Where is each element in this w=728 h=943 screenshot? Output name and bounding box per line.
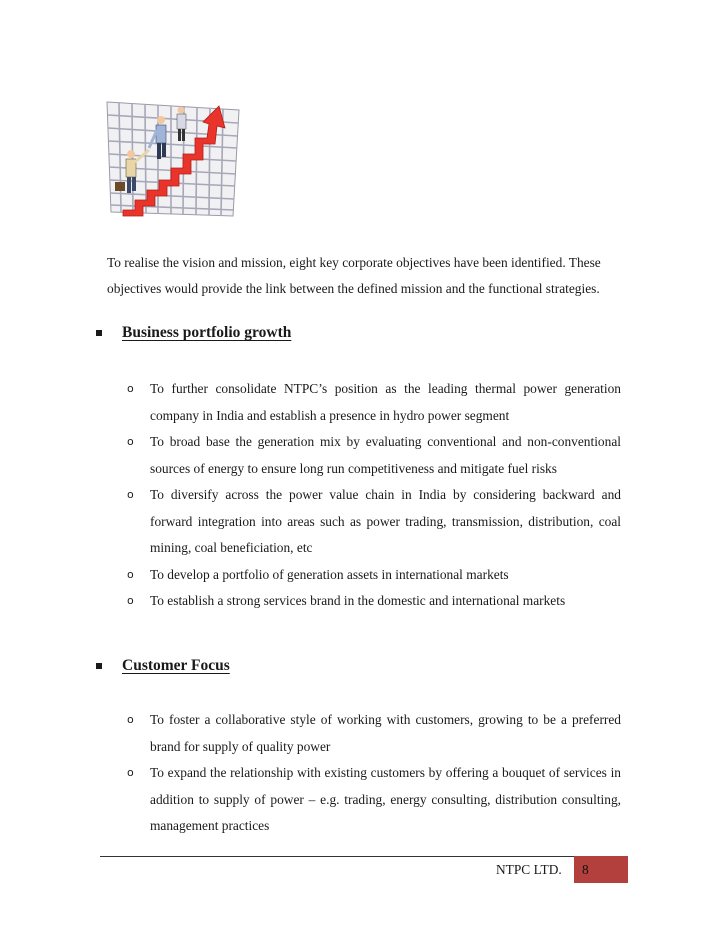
circle-bullet-icon: o <box>127 488 134 501</box>
list-item-text: To diversify across the power value chain in India by considering backward and forward integration into areas such as power trading, transmission, distribution, coal mining, coal beneficiation, etc <box>150 487 621 555</box>
square-bullet-icon <box>96 663 102 669</box>
list-item-text: To develop a portfolio of generation assets in international markets <box>150 566 509 582</box>
list-item-text: To foster a collaborative style of working with customers, growing to be a preferred brand for supply of quality power <box>150 712 621 754</box>
footer-company-name: NTPC LTD. <box>496 862 562 877</box>
list-item <box>127 429 621 482</box>
list-item-text: To further consolidate NTPC’s position as the leading thermal power generation company in India and establish a presence in hydro power segment <box>150 381 621 423</box>
footer-divider <box>100 856 628 857</box>
list-item <box>127 376 621 429</box>
list-item <box>127 588 621 615</box>
list-item <box>127 707 621 760</box>
list-item <box>127 562 621 589</box>
section-heading-business-portfolio-growth <box>96 324 291 342</box>
circle-bullet-icon: o <box>127 766 134 779</box>
list-item-text: To expand the relationship with existing customers by offering a bouquet of services in addition to supply of power – e.g. trading, energy consulting, distribution consulting, management practices <box>150 765 621 833</box>
section-heading-text: Business portfolio growth <box>122 324 292 341</box>
section-heading-text: Customer Focus <box>122 657 230 674</box>
intro-paragraph <box>107 250 627 302</box>
page-number: 8 <box>582 862 589 877</box>
circle-bullet-icon: o <box>127 594 134 607</box>
circle-bullet-icon: o <box>127 435 134 448</box>
growth-staircase-clipart <box>103 98 243 220</box>
page-number-badge <box>574 856 628 883</box>
section-heading-customer-focus <box>96 657 230 675</box>
business-portfolio-list <box>127 376 621 615</box>
list-item <box>127 760 621 840</box>
customer-focus-list <box>127 707 621 840</box>
list-item-text: To broad base the generation mix by evaluating conventional and non-conventional sources of energy to ensure long run competitiveness and mitigate fuel risks <box>150 434 621 476</box>
circle-bullet-icon: o <box>127 567 134 581</box>
list-item <box>127 482 621 562</box>
square-bullet-icon <box>96 330 102 336</box>
circle-bullet-icon: o <box>127 713 134 726</box>
intro-text: To realise the vision and mission, eight key corporate objectives have been identified. These objectives would provide the link between the defined mission and the functional strategies. <box>107 255 601 296</box>
list-item-text: To establish a strong services brand in the domestic and international markets <box>150 593 566 608</box>
circle-bullet-icon: o <box>127 382 134 395</box>
